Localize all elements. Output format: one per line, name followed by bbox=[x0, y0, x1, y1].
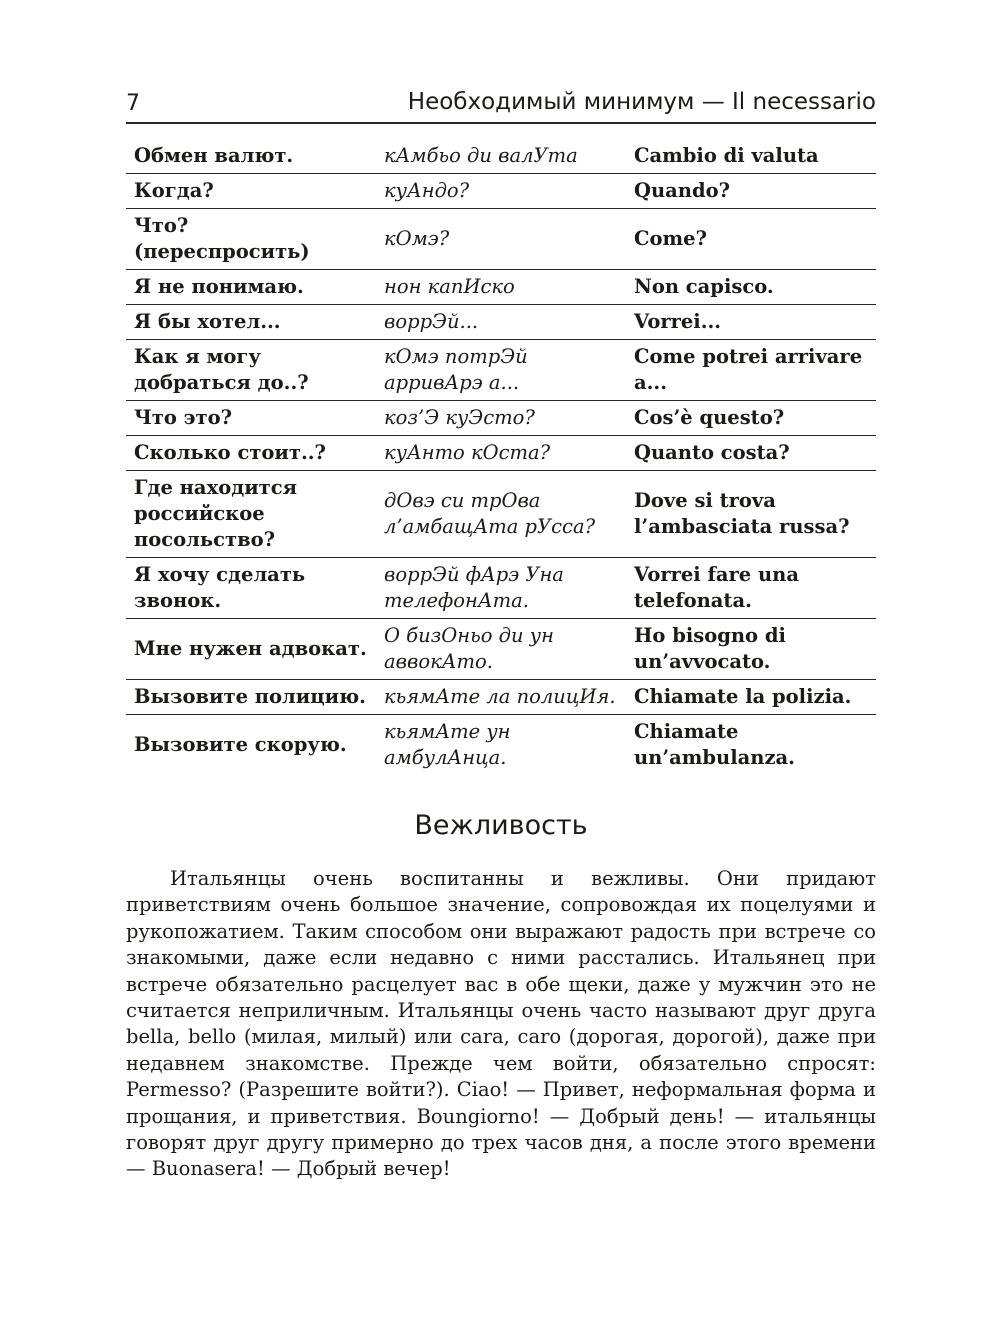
transcription: куАндо? bbox=[376, 174, 626, 209]
transcription: воррЭй... bbox=[376, 305, 626, 340]
phrase-table bbox=[126, 139, 876, 775]
transcription: кьямАте ла полицИя. bbox=[376, 680, 626, 715]
russian-phrase: Вызовите скорую. bbox=[134, 733, 347, 756]
russian-phrase: Я бы хотел... bbox=[126, 305, 376, 340]
phrase-row bbox=[126, 139, 876, 174]
phrase-row bbox=[126, 471, 876, 558]
transcription: коз’Э куЭсто? bbox=[376, 401, 626, 436]
italian-phrase: Chiamate la polizia. bbox=[626, 680, 876, 715]
russian-phrase: Сколько стоит..? bbox=[126, 436, 376, 471]
russian-phrase: Я не понимаю. bbox=[126, 270, 376, 305]
phrase-table-body bbox=[126, 139, 876, 775]
transcription: кАмбьо ди валУта bbox=[376, 139, 626, 174]
italian-phrase: Ho bisogno di un’avvocato. bbox=[626, 619, 876, 680]
section-paragraph: Итальянцы очень воспитанны и вежливы. Они придают приветствиям очень большое значение, сопровождая их поцелуями и рукопожатием. Таким способом они выражают радость при встрече со знакомыми, даже если недавно с ними расстались. Итальянец при встрече обязательно расцелует вас в обе щеки, даже у мужчин это не считается неприличным. Итальянцы очень часто называют друг друга bella, bello (милая, милый) или cara, caro (дорогая, дорогой), даже при недавнем знакомстве. Прежде чем войти, обязательно спросят: Permesso? (Разрешите войти?). Ciao! — Привет, неформальная форма и прощания, и приветствия. Boungiorno! — Добрый день! — итальянцы говорят друг другу примерно до трех часов дня, а после этого времени — Buonasera! — Добрый вечер! bbox=[126, 867, 876, 1181]
italian-phrase: Come? bbox=[626, 209, 876, 270]
transcription: дОвэ си трОва л’амбащАта рУсса? bbox=[376, 471, 626, 558]
russian-phrase: Обмен валют. bbox=[126, 139, 376, 174]
phrase-row bbox=[126, 305, 876, 340]
russian-phrase: Что это? bbox=[126, 401, 376, 436]
phrase-row bbox=[126, 401, 876, 436]
transcription: кьямАте ун амбулАнца. bbox=[384, 720, 511, 769]
phrase-row bbox=[126, 209, 876, 270]
running-title: Необходимый минимум — Il necessario bbox=[407, 89, 876, 115]
page-header bbox=[126, 82, 876, 124]
phrase-row bbox=[126, 436, 876, 471]
russian-phrase: Когда? bbox=[126, 174, 376, 209]
page-number: 7 bbox=[126, 91, 140, 116]
phrase-row bbox=[126, 715, 876, 776]
russian-phrase: Я хочу сделать звонок. bbox=[126, 558, 376, 619]
italian-phrase: Cos’è questo? bbox=[626, 401, 876, 436]
transcription: кОмэ? bbox=[376, 209, 626, 270]
transcription: нон капИско bbox=[376, 270, 626, 305]
italian-phrase: Vorrei fare una telefonata. bbox=[626, 558, 876, 619]
russian-phrase: Что? (переспросить) bbox=[126, 209, 376, 270]
transcription: воррЭй фАрэ Уна телефонАта. bbox=[376, 558, 626, 619]
transcription: куАнто кОста? bbox=[376, 436, 626, 471]
russian-phrase: Мне нужен адвокат. bbox=[126, 619, 376, 680]
russian-phrase: Вызовите полицию. bbox=[126, 680, 376, 715]
italian-phrase: Non capisco. bbox=[626, 270, 876, 305]
phrase-row bbox=[126, 680, 876, 715]
phrase-row bbox=[126, 174, 876, 209]
phrase-row bbox=[126, 340, 876, 401]
italian-phrase: Quanto costa? bbox=[626, 436, 876, 471]
phrase-row bbox=[126, 270, 876, 305]
phrase-row bbox=[126, 558, 876, 619]
section-title: Вежливость bbox=[414, 810, 588, 841]
transcription: О бизОньо ди ун аввокАто. bbox=[376, 619, 626, 680]
italian-phrase: Come potrei arrivare a... bbox=[626, 340, 876, 401]
italian-phrase: Quando? bbox=[626, 174, 876, 209]
phrase-row bbox=[126, 619, 876, 680]
russian-phrase: Где находится российское посольство? bbox=[126, 471, 376, 558]
italian-phrase: Chiamate un’ambulanza. bbox=[634, 720, 795, 769]
italian-phrase: Cambio di valuta bbox=[626, 139, 876, 174]
russian-phrase: Как я могу добраться до..? bbox=[126, 340, 376, 401]
italian-phrase: Dove si trova l’ambasciata russa? bbox=[626, 471, 876, 558]
italian-phrase: Vorrei... bbox=[626, 305, 876, 340]
transcription: кОмэ потрЭй арривАрэ а... bbox=[376, 340, 626, 401]
